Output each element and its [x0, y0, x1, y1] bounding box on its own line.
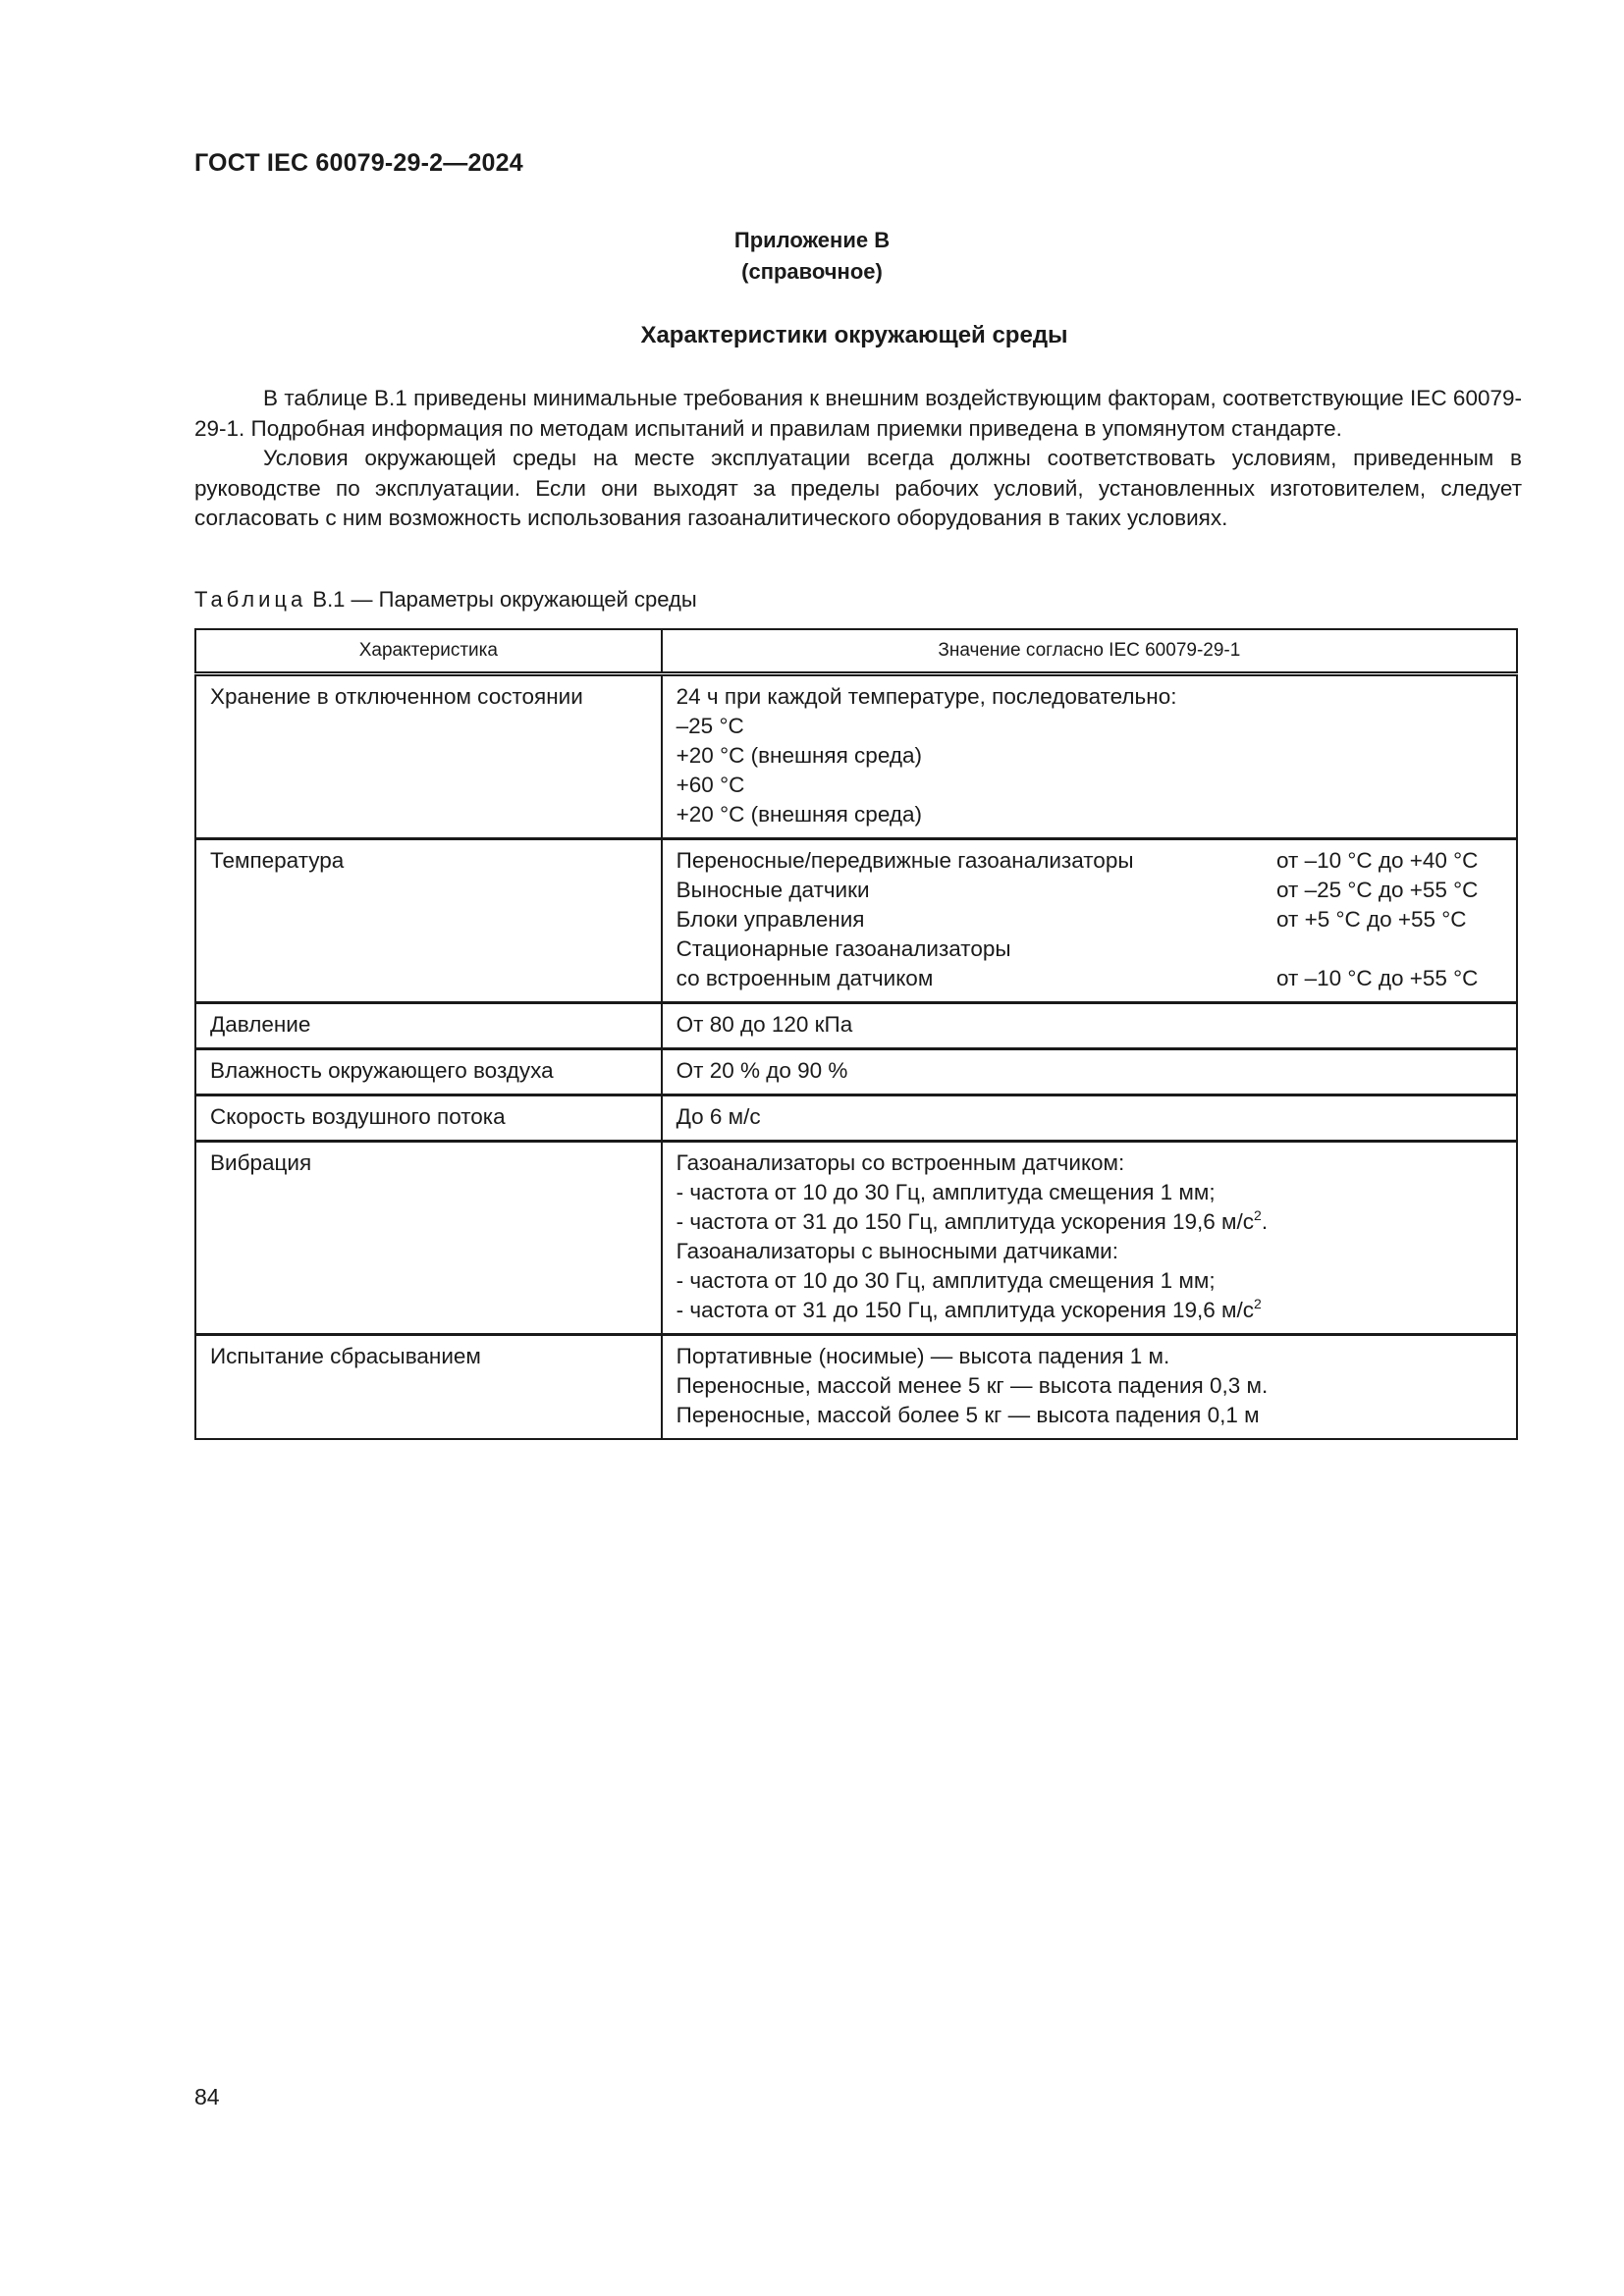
value-text: Газоанализаторы с выносными датчиками: [676, 1239, 1118, 1263]
value-cell [662, 1335, 1517, 1440]
document-code: ГОСТ IEC 60079-29-2—2024 [194, 149, 523, 177]
table-row [195, 1095, 1517, 1142]
value-line: От 20 % до 90 % [676, 1058, 848, 1083]
temperature-range: от –25 °C до +55 °C [1276, 878, 1479, 902]
characteristic-cell: Давление [195, 1003, 662, 1049]
appendix-kind: (справочное) [741, 259, 883, 284]
table-caption-text: В.1 — Параметры окружающей среды [312, 587, 697, 612]
value-line: До 6 м/с [676, 1104, 761, 1129]
paragraph: Условия окружающей среды на месте эксплуатации всегда должны соответствовать условиям, приведенным в руководстве по эксплуатации. Если они выходят за пределы рабочих условий, установленных изготовителем, следует согласовать с ним возможность использования газоаналитического оборудования в таких условиях. [194, 446, 1522, 530]
characteristic-cell: Хранение в отключенном состоянии [195, 674, 662, 839]
page-number: 84 [194, 2084, 220, 2109]
table-caption [194, 587, 697, 613]
characteristic-cell: Влажность окружающего воздуха [195, 1049, 662, 1095]
device-type: Выносные датчики [676, 878, 870, 902]
device-type: Блоки управления [676, 907, 865, 932]
paragraph: В таблице В.1 приведены минимальные требования к внешним воздействующим факторам, соответствующие IEC 60079-29-1. Подробная информация по методам испытаний и правилам приемки приведена в упомянутом стандарте. [194, 386, 1522, 441]
device-type: Стационарные газоанализаторы [676, 936, 1011, 961]
body-text [194, 384, 1522, 534]
device-type: со встроенным датчиком [676, 966, 934, 990]
value-line: От 80 до 120 кПа [676, 1012, 853, 1037]
temperature-line [677, 905, 1502, 934]
appendix-title: Приложение В [733, 228, 891, 252]
value-line: Переносные, массой менее 5 кг — высота падения 0,3 м. [676, 1373, 1269, 1398]
characteristic-cell: Вибрация [195, 1142, 662, 1335]
temperature-line [677, 934, 1502, 964]
temperature-line [677, 964, 1502, 993]
value-line [677, 1237, 1502, 1266]
temperature-line [677, 846, 1502, 876]
value-line [677, 1266, 1502, 1296]
table-row [195, 1142, 1517, 1335]
table-row [195, 1003, 1517, 1049]
value-line: 24 ч при каждой температуре, последовательно: [676, 684, 1177, 709]
value-cell [662, 1049, 1517, 1095]
column-header-value: Значение согласно IEC 60079-29-1 [662, 629, 1517, 674]
value-line: +20 °C (внешняя среда) [676, 802, 922, 827]
characteristic-cell: Температура [195, 839, 662, 1003]
value-line: Портативные (носимые) — высота падения 1 м. [676, 1344, 1170, 1368]
value-line [677, 1296, 1502, 1325]
value-text: - частота от 10 до 30 Гц, амплитуда смещения 1 мм; [676, 1268, 1216, 1293]
temperature-range: от –10 °C до +40 °C [1276, 848, 1479, 873]
value-tail: . [1261, 1209, 1269, 1234]
table-row [195, 674, 1517, 839]
table-header-row [195, 629, 1517, 674]
superscript: 2 [1254, 1296, 1262, 1311]
value-line [677, 1148, 1502, 1178]
temperature-line [677, 876, 1502, 905]
table-row [195, 839, 1517, 1003]
temperature-range: от +5 °C до +55 °C [1276, 907, 1467, 932]
characteristic-cell: Испытание сбрасыванием [195, 1335, 662, 1440]
value-line: Переносные, массой более 5 кг — высота падения 0,1 м [676, 1403, 1260, 1427]
temperature-range [1276, 934, 1502, 964]
value-cell [662, 1095, 1517, 1142]
value-line: +20 °C (внешняя среда) [676, 743, 922, 768]
value-line [677, 1178, 1502, 1207]
value-cell [662, 1003, 1517, 1049]
characteristic-cell: Скорость воздушного потока [195, 1095, 662, 1142]
value-cell [662, 674, 1517, 839]
section-title: Характеристики окружающей среды [640, 322, 1068, 348]
column-header-characteristic: Характеристика [195, 629, 662, 674]
value-line: –25 °C [676, 714, 744, 738]
value-text: - частота от 31 до 150 Гц, амплитуда ускорения 19,6 м/с [676, 1209, 1255, 1234]
value-line [677, 1207, 1502, 1237]
temperature-range: от –10 °C до +55 °C [1276, 966, 1479, 990]
value-text: Газоанализаторы со встроенным датчиком: [676, 1150, 1125, 1175]
value-text: - частота от 31 до 150 Гц, амплитуда ускорения 19,6 м/с [676, 1298, 1255, 1322]
device-type: Переносные/передвижные газоанализаторы [676, 848, 1134, 873]
value-cell [662, 839, 1517, 1003]
environment-parameters-table [194, 628, 1518, 1440]
table-row [195, 1335, 1517, 1440]
value-cell [662, 1142, 1517, 1335]
value-text: - частота от 10 до 30 Гц, амплитуда смещения 1 мм; [676, 1180, 1216, 1204]
value-line: +60 °C [676, 773, 745, 797]
table-caption-word: Таблица [194, 587, 307, 612]
table-row [195, 1049, 1517, 1095]
superscript: 2 [1254, 1207, 1262, 1223]
